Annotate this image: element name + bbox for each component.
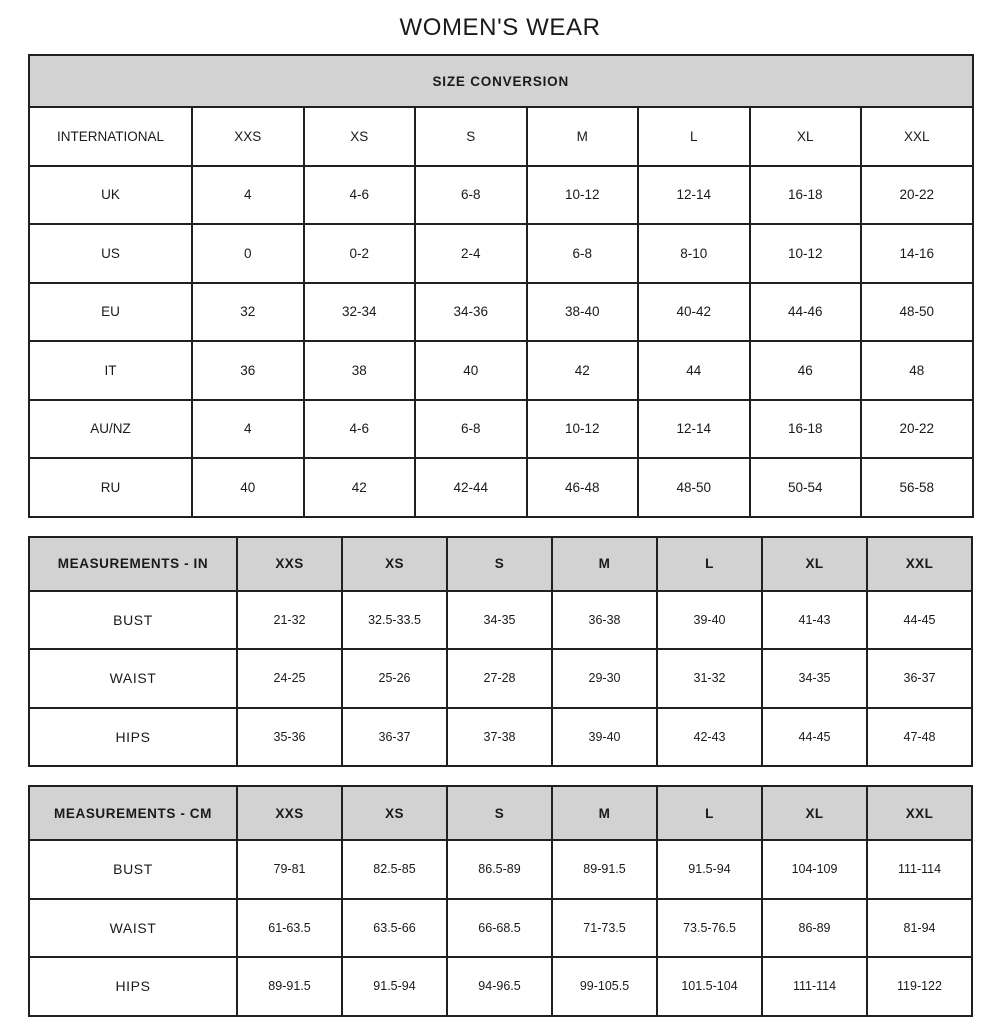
cell: 4: [192, 400, 304, 459]
table-row: [29, 400, 973, 459]
cell: 12-14: [638, 166, 750, 225]
column-header-international: INTERNATIONAL: [29, 107, 192, 166]
cell: 91.5-94: [657, 840, 762, 899]
cell: 36: [192, 341, 304, 400]
cell: 42: [527, 341, 639, 400]
cell: 6-8: [415, 166, 527, 225]
table-row: [29, 591, 972, 650]
column-header-measurements-in: MEASUREMENTS - IN: [29, 537, 237, 591]
cell: 89-91.5: [552, 840, 657, 899]
column-header-xs: XS: [304, 107, 416, 166]
cell: 10-12: [527, 400, 639, 459]
cell: 2-4: [415, 224, 527, 283]
cell: 0-2: [304, 224, 416, 283]
cell: 32-34: [304, 283, 416, 342]
table-row: [29, 166, 973, 225]
cell: 31-32: [657, 649, 762, 708]
column-header-m: M: [527, 107, 639, 166]
table-row: [29, 341, 973, 400]
cell: 37-38: [447, 708, 552, 767]
cell: 32.5-33.5: [342, 591, 447, 650]
cell: 4: [192, 166, 304, 225]
column-header-xxs: XXS: [237, 786, 342, 840]
cell: 21-32: [237, 591, 342, 650]
cell: 56-58: [861, 458, 973, 517]
cell: 48-50: [861, 283, 973, 342]
table-row: [29, 957, 972, 1016]
cell: 20-22: [861, 400, 973, 459]
column-header-l: L: [657, 537, 762, 591]
cell: 39-40: [657, 591, 762, 650]
cell: 91.5-94: [342, 957, 447, 1016]
row-label: BUST: [29, 840, 237, 899]
cell: 35-36: [237, 708, 342, 767]
cell: 94-96.5: [447, 957, 552, 1016]
table-row: [29, 458, 973, 517]
table-row: [29, 283, 973, 342]
cell: 16-18: [750, 166, 862, 225]
cell: 27-28: [447, 649, 552, 708]
cell: 42-44: [415, 458, 527, 517]
row-label: UK: [29, 166, 192, 225]
cell: 46-48: [527, 458, 639, 517]
column-header-xxs: XXS: [192, 107, 304, 166]
table-row: [29, 537, 972, 591]
cell: 81-94: [867, 899, 972, 958]
column-header-xl: XL: [750, 107, 862, 166]
row-label: AU/NZ: [29, 400, 192, 459]
column-header-xxl: XXL: [861, 107, 973, 166]
cell: 39-40: [552, 708, 657, 767]
column-header-xs: XS: [342, 786, 447, 840]
column-header-xxl: XXL: [867, 786, 972, 840]
cell: 10-12: [527, 166, 639, 225]
cell: 14-16: [861, 224, 973, 283]
cell: 38: [304, 341, 416, 400]
cell: 29-30: [552, 649, 657, 708]
row-label: IT: [29, 341, 192, 400]
cell: 104-109: [762, 840, 867, 899]
cell: 16-18: [750, 400, 862, 459]
cell: 50-54: [750, 458, 862, 517]
table-row: [29, 840, 972, 899]
table-row: [29, 708, 972, 767]
cell: 42: [304, 458, 416, 517]
cell: 86-89: [762, 899, 867, 958]
cell: 10-12: [750, 224, 862, 283]
row-label: RU: [29, 458, 192, 517]
table-row: [29, 649, 972, 708]
cell: 86.5-89: [447, 840, 552, 899]
measurements-inches-table: [28, 536, 973, 768]
column-header-s: S: [447, 786, 552, 840]
cell: 36-38: [552, 591, 657, 650]
cell: 36-37: [342, 708, 447, 767]
cell: 6-8: [415, 400, 527, 459]
cell: 40: [192, 458, 304, 517]
cell: 4-6: [304, 400, 416, 459]
cell: 34-35: [447, 591, 552, 650]
cell: 8-10: [638, 224, 750, 283]
cell: 40: [415, 341, 527, 400]
cell: 99-105.5: [552, 957, 657, 1016]
table-banner-row: [29, 55, 973, 107]
column-header-xl: XL: [762, 537, 867, 591]
cell: 101.5-104: [657, 957, 762, 1016]
size-conversion-table: [28, 54, 974, 518]
cell: 71-73.5: [552, 899, 657, 958]
cell: 66-68.5: [447, 899, 552, 958]
cell: 44: [638, 341, 750, 400]
measurements-cm-table: [28, 785, 973, 1017]
row-label: WAIST: [29, 649, 237, 708]
cell: 111-114: [762, 957, 867, 1016]
row-label: US: [29, 224, 192, 283]
cell: 0: [192, 224, 304, 283]
row-label: EU: [29, 283, 192, 342]
cell: 25-26: [342, 649, 447, 708]
column-header-l: L: [657, 786, 762, 840]
cell: 44-45: [867, 591, 972, 650]
column-header-xl: XL: [762, 786, 867, 840]
table-row: [29, 107, 973, 166]
cell: 63.5-66: [342, 899, 447, 958]
row-label: BUST: [29, 591, 237, 650]
column-header-measurements-cm: MEASUREMENTS - CM: [29, 786, 237, 840]
table-row: [29, 786, 972, 840]
column-header-xxs: XXS: [237, 537, 342, 591]
cell: 41-43: [762, 591, 867, 650]
cell: 119-122: [867, 957, 972, 1016]
cell: 12-14: [638, 400, 750, 459]
cell: 20-22: [861, 166, 973, 225]
cell: 89-91.5: [237, 957, 342, 1016]
cell: 47-48: [867, 708, 972, 767]
cell: 34-35: [762, 649, 867, 708]
cell: 44-46: [750, 283, 862, 342]
column-header-m: M: [552, 786, 657, 840]
cell: 42-43: [657, 708, 762, 767]
cell: 36-37: [867, 649, 972, 708]
cell: 38-40: [527, 283, 639, 342]
row-label: WAIST: [29, 899, 237, 958]
page-title: WOMEN'S WEAR: [399, 14, 601, 41]
row-label: HIPS: [29, 957, 237, 1016]
column-header-l: L: [638, 107, 750, 166]
cell: 111-114: [867, 840, 972, 899]
cell: 73.5-76.5: [657, 899, 762, 958]
cell: 46: [750, 341, 862, 400]
cell: 34-36: [415, 283, 527, 342]
cell: 48-50: [638, 458, 750, 517]
cell: 40-42: [638, 283, 750, 342]
cell: 24-25: [237, 649, 342, 708]
cell: 48: [861, 341, 973, 400]
column-header-m: M: [552, 537, 657, 591]
cell: 82.5-85: [342, 840, 447, 899]
table-row: [29, 899, 972, 958]
column-header-xxl: XXL: [867, 537, 972, 591]
cell: 32: [192, 283, 304, 342]
column-header-xs: XS: [342, 537, 447, 591]
cell: 79-81: [237, 840, 342, 899]
cell: 4-6: [304, 166, 416, 225]
column-header-s: S: [415, 107, 527, 166]
column-header-s: S: [447, 537, 552, 591]
cell: 44-45: [762, 708, 867, 767]
size-conversion-banner: SIZE CONVERSION: [29, 55, 973, 107]
row-label: HIPS: [29, 708, 237, 767]
cell: 61-63.5: [237, 899, 342, 958]
cell: 6-8: [527, 224, 639, 283]
table-row: [29, 224, 973, 283]
